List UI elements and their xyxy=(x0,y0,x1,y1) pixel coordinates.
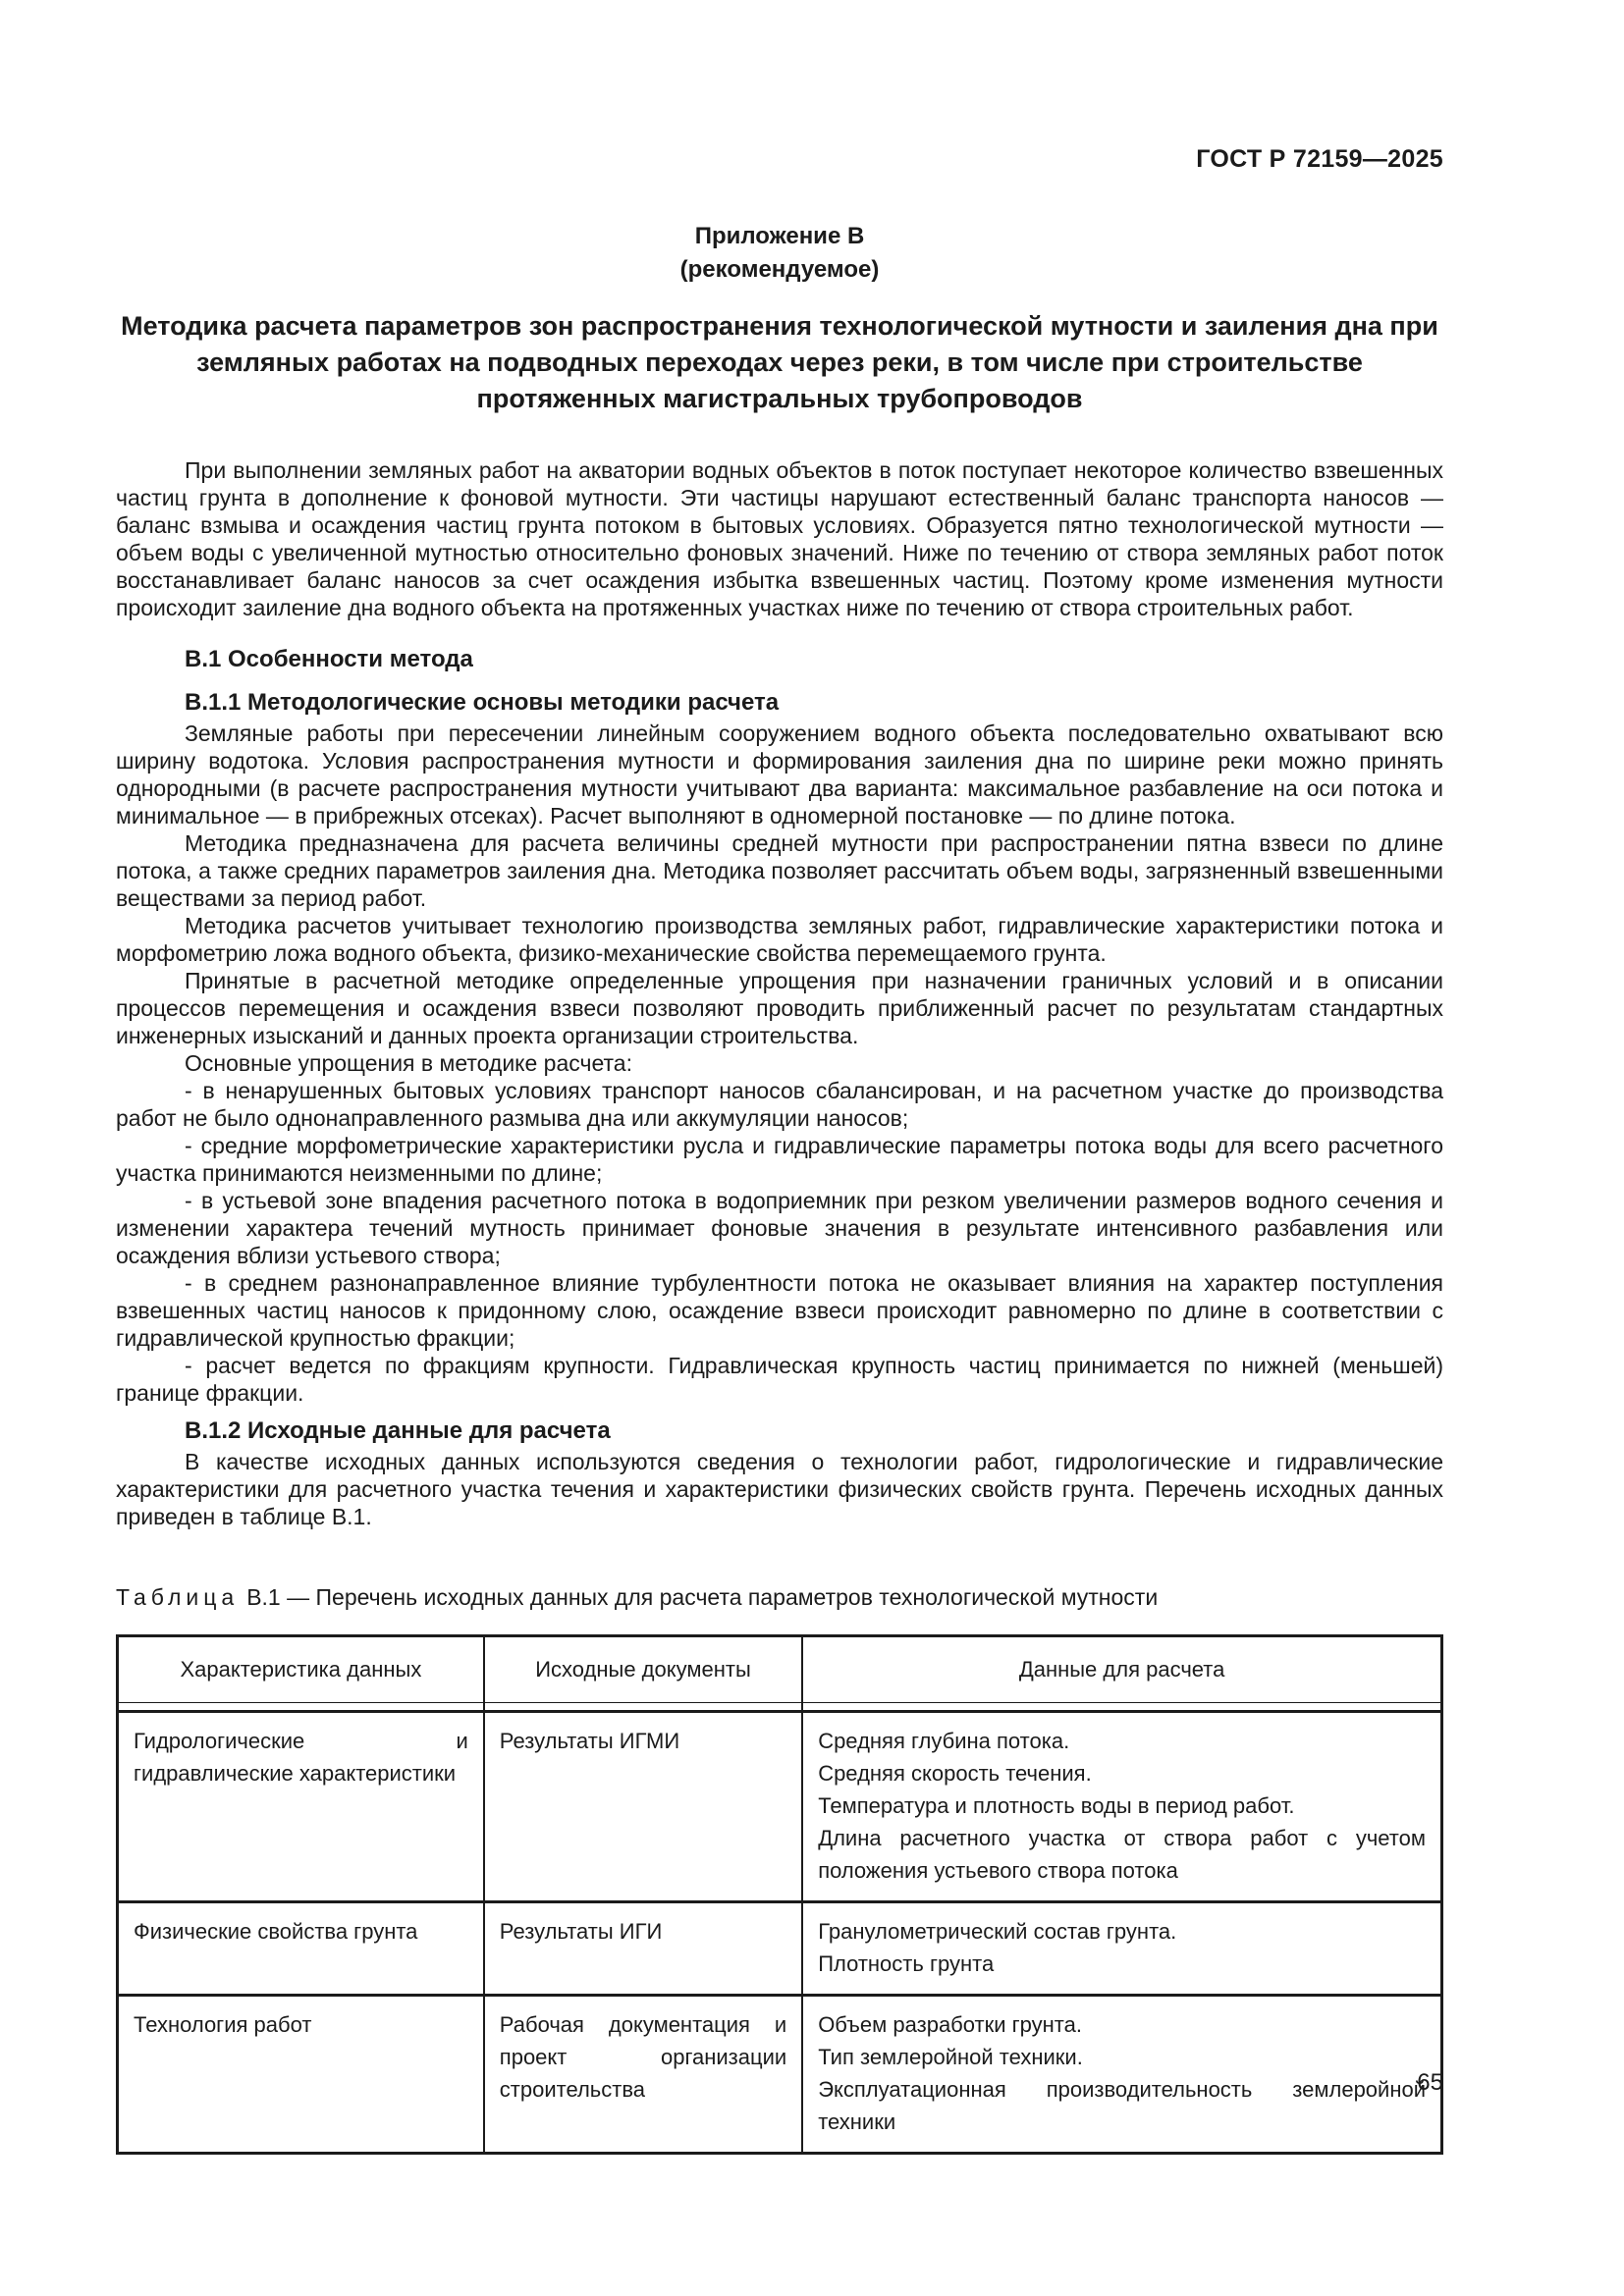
table-header-characteristic: Характеристика данных xyxy=(118,1636,484,1703)
table-row xyxy=(118,1902,1442,1996)
table-header-separator xyxy=(118,1703,1442,1712)
page-content xyxy=(116,220,1443,2155)
section-heading-b12: В.1.2 Исходные данные для расчета xyxy=(185,1417,611,1444)
annex-type: (рекомендуемое) xyxy=(679,256,880,283)
cell-characteristic: Технология работ xyxy=(118,1996,484,2154)
running-head: ГОСТ Р 72159—2025 xyxy=(1196,145,1443,173)
cell-documents: Результаты ИГМИ xyxy=(484,1712,802,1902)
paragraph-b11-4: Принятые в расчетной методике определенные упрощения при назначении граничных условий и в описании процессов перемещения и осаждения взвеси позволяют проводить приближенный расчет по результатам стандартных инженерных изысканий и данных проекта организации строительства. xyxy=(116,968,1443,1048)
data-line: Гранулометрический состав грунта. xyxy=(818,1919,1177,1944)
cell-characteristic: Физические свойства грунта xyxy=(118,1902,484,1996)
cell-data xyxy=(802,1996,1441,2154)
table-caption-text: В.1 — Перечень исходных данных для расчета параметров технологической мутности xyxy=(246,1584,1159,1610)
list-item-5: - расчет ведется по фракциям крупности. Гидравлическая крупность частиц принимается по нижней (меньшей) границе фракции. xyxy=(116,1353,1443,1406)
paragraph-b11-3: Методика расчетов учитывает технологию производства земляных работ, гидравлические характеристики потока и морфометрию ложа водного объекта, физико-механические свойства перемещаемого грунта. xyxy=(116,913,1443,966)
table-row xyxy=(118,1996,1442,2154)
annex-label: Приложение В xyxy=(694,223,865,249)
data-line: Тип землеройной техники. xyxy=(818,2045,1083,2069)
section-heading-b11: В.1.1 Методологические основы методики расчета xyxy=(185,689,780,716)
separator-cell xyxy=(802,1703,1441,1712)
data-line: Средняя глубина потока. xyxy=(818,1729,1070,1753)
table-row xyxy=(118,1712,1442,1902)
data-line: Средняя скорость течения. xyxy=(818,1761,1092,1786)
paragraph-b12-1: В качестве исходных данных используются сведения о технологии работ, гидрологические и гидравлические характеристики для расчетного участка течения и характеристики физических свойств грунта. Перечень исходных данных приведен в таблице В.1. xyxy=(116,1449,1443,1529)
intro-paragraph: При выполнении земляных работ на акватории водных объектов в поток поступает некоторое количество взвешенных частиц грунта в дополнение к фоновой мутности. Эти частицы нарушают естественный баланс транспорта наносов — баланс взмыва и осаждения частиц грунта потоком в бытовых условиях. Образуется пятно технологической мутности — объем воды с увеличенной мутностью относительно фоновых значений. Ниже по течению от створа земляных работ поток восстанавливает баланс наносов за счет осаждения избытка взвешенных частиц. Поэтому кроме изменения мутности происходит заиление дна водного объекта на протяженных участках ниже по течению от створа строительных работ. xyxy=(116,457,1443,620)
paragraph-b11-5: Основные упрощения в методике расчета: xyxy=(185,1050,632,1076)
cell-data xyxy=(802,1712,1441,1902)
list-item-2: - средние морфометрические характеристики русла и гидравлические параметры потока воды для всего расчетного участка принимаются неизменными по длине; xyxy=(116,1133,1443,1186)
separator-cell xyxy=(484,1703,802,1712)
separator-cell xyxy=(118,1703,484,1712)
data-line: Объем разработки грунта. xyxy=(818,2012,1082,2037)
table-caption xyxy=(116,1583,1443,1611)
list-item-4: - в среднем разнонаправленное влияние турбулентности потока не оказывает влияния на характер поступления взвешенных частиц наносов к придонному слою, осаждение взвеси происходит равномерно по длине в соответствии с гидравлической крупностью фракции; xyxy=(116,1270,1443,1351)
paragraph-b11-1: Земляные работы при пересечении линейным сооружением водного объекта последовательно охватывают всю ширину водотока. Условия распространения мутности и формирования заиления дна по ширине реки можно принять однородными (в расчете распространения мутности учитывают два варианта: максимальное разбавление на оси потока и минимальное — в прибрежных отсеках). Расчет выполняют в одномерной постановке — по длине потока. xyxy=(116,721,1443,828)
cell-characteristic: Гидрологические и гидравлические характеристики xyxy=(118,1712,484,1902)
table-header-documents: Исходные документы xyxy=(484,1636,802,1703)
cell-data xyxy=(802,1902,1441,1996)
list-item-1: - в ненарушенных бытовых условиях транспорт наносов сбалансирован, и на расчетном участке до производства работ не было однонаправленного размыва дна или аккумуляции наносов; xyxy=(116,1078,1443,1131)
paragraph-b11-2: Методика предназначена для расчета величины средней мутности при распространении пятна взвеси по длине потока, а также средних параметров заиления дна. Методика позволяет рассчитать объем воды, загрязненный взвешенными веществами за период работ. xyxy=(116,830,1443,911)
annex-title: Методика расчета параметров зон распространения технологической мутности и заиления дна при земляных работах на подводных переходах через реки, в том числе при строительстве протяженных магистральных трубопроводов xyxy=(121,311,1438,413)
table-header-data: Данные для расчета xyxy=(802,1636,1441,1703)
cell-documents: Рабочая документация и проект организации строительства xyxy=(484,1996,802,2154)
data-line: Температура и плотность воды в период работ. xyxy=(818,1793,1295,1818)
input-data-table xyxy=(116,1634,1443,2155)
section-heading-b1: В.1 Особенности метода xyxy=(185,646,473,672)
data-line: Плотность грунта xyxy=(818,1951,995,1976)
data-line: Длина расчетного участка от створа работ с учетом положения устьевого створа потока xyxy=(818,1826,1426,1883)
cell-documents: Результаты ИГИ xyxy=(484,1902,802,1996)
page-number: 65 xyxy=(1417,2069,1443,2096)
list-item-3: - в устьевой зоне впадения расчетного потока в водоприемник при резком увеличении размеров водного сечения и изменении характера течений мутность принимает фоновые значения в результате интенсивного разбавления или осаждения вблизи устьевого створа; xyxy=(116,1188,1443,1268)
table-caption-label: Таблица xyxy=(116,1584,240,1610)
table-header-row xyxy=(118,1636,1442,1703)
data-line: Эксплуатационная производительность землеройной техники xyxy=(818,2077,1426,2134)
